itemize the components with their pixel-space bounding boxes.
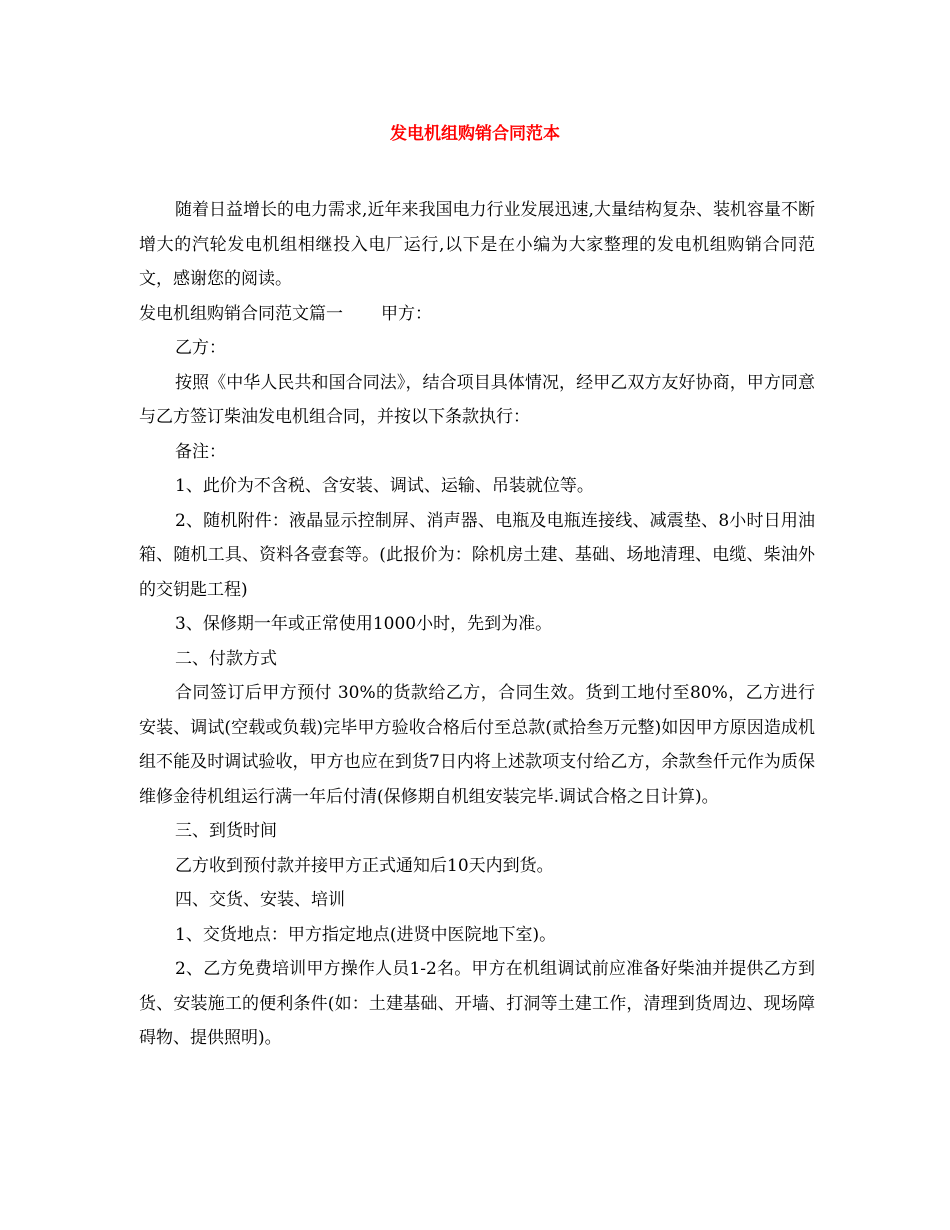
- paragraph-agreement: 按照《中华人民共和国合同法》，结合项目具体情况，经甲乙双方友好协商，甲方同意与乙方签订柴油发电机组合同，并按以下条款执行：: [139, 372, 815, 427]
- paragraph-intro: 随着日益增长的电力需求,近年来我国电力行业发展迅速,大量结构复杂、装机容量不断增大的汽轮发电机组相继投入电厂运行,以下是在小编为大家整理的发电机组购销合同范文，感谢您的阅读。: [139, 200, 815, 289]
- paragraph-payment: 合同签订后甲方预付 30%的货款给乙方，合同生效。货到工地付至80%，乙方进行安装、调试(空载或负载)完毕甲方验收合格后付至总款(贰拾叁万元整)如因甲方原因造成机组不能及时调试验收，甲方也应在到货7日内将上述款项支付给乙方，余款叁仟元作为质保维修金待机组运行满一年后付清(保修期自机组安装完毕.调试合格之日计算)。: [139, 683, 815, 807]
- section-title: 发电机组购销合同范文篇一: [139, 303, 343, 324]
- party-b-label: 乙方：: [175, 338, 226, 358]
- remark-item-2: 2、随机附件：液晶显示控制屏、消声器、电瓶及电瓶连接线、减震垫、8小时日用油箱、随机工具、资料各壹套等。(此报价为：除机房土建、基础、场地清理、电缆、柴油外的交钥匙工程): [139, 510, 815, 600]
- delivery-item-1: 1、交货地点：甲方指定地点(进贤中医院地下室)。: [175, 924, 557, 945]
- document-body: [139, 193, 815, 1056]
- heading-delivery-time: 三、到货时间: [175, 821, 277, 841]
- remarks-label: 备注：: [175, 441, 226, 462]
- paragraph-delivery-time: 乙方收到预付款并接甲方正式通知后10天内到货。: [175, 855, 554, 876]
- document-title: 发电机组购销合同范本: [390, 124, 560, 144]
- remark-item-3: 3、保修期一年或正常使用1000小时，先到为准。: [175, 614, 553, 634]
- heading-payment: 二、付款方式: [175, 648, 277, 669]
- party-a-label: 甲方：: [381, 303, 432, 324]
- remark-item-1: 1、此价为不含税、含安装、调试、运输、吊装就位等。: [175, 476, 594, 496]
- heading-delivery-install-training: 四、交货、安装、培训: [175, 890, 345, 910]
- paragraph-section-heading: [139, 297, 815, 332]
- delivery-item-2: 2、乙方免费培训甲方操作人员1-2名。甲方在机组调试前应准备好柴油并提供乙方到货、安装施工的便利条件(如：土建基础、开墙、打洞等土建工作，清理到货周边、现场障碍物、提供照明)。: [139, 959, 815, 1048]
